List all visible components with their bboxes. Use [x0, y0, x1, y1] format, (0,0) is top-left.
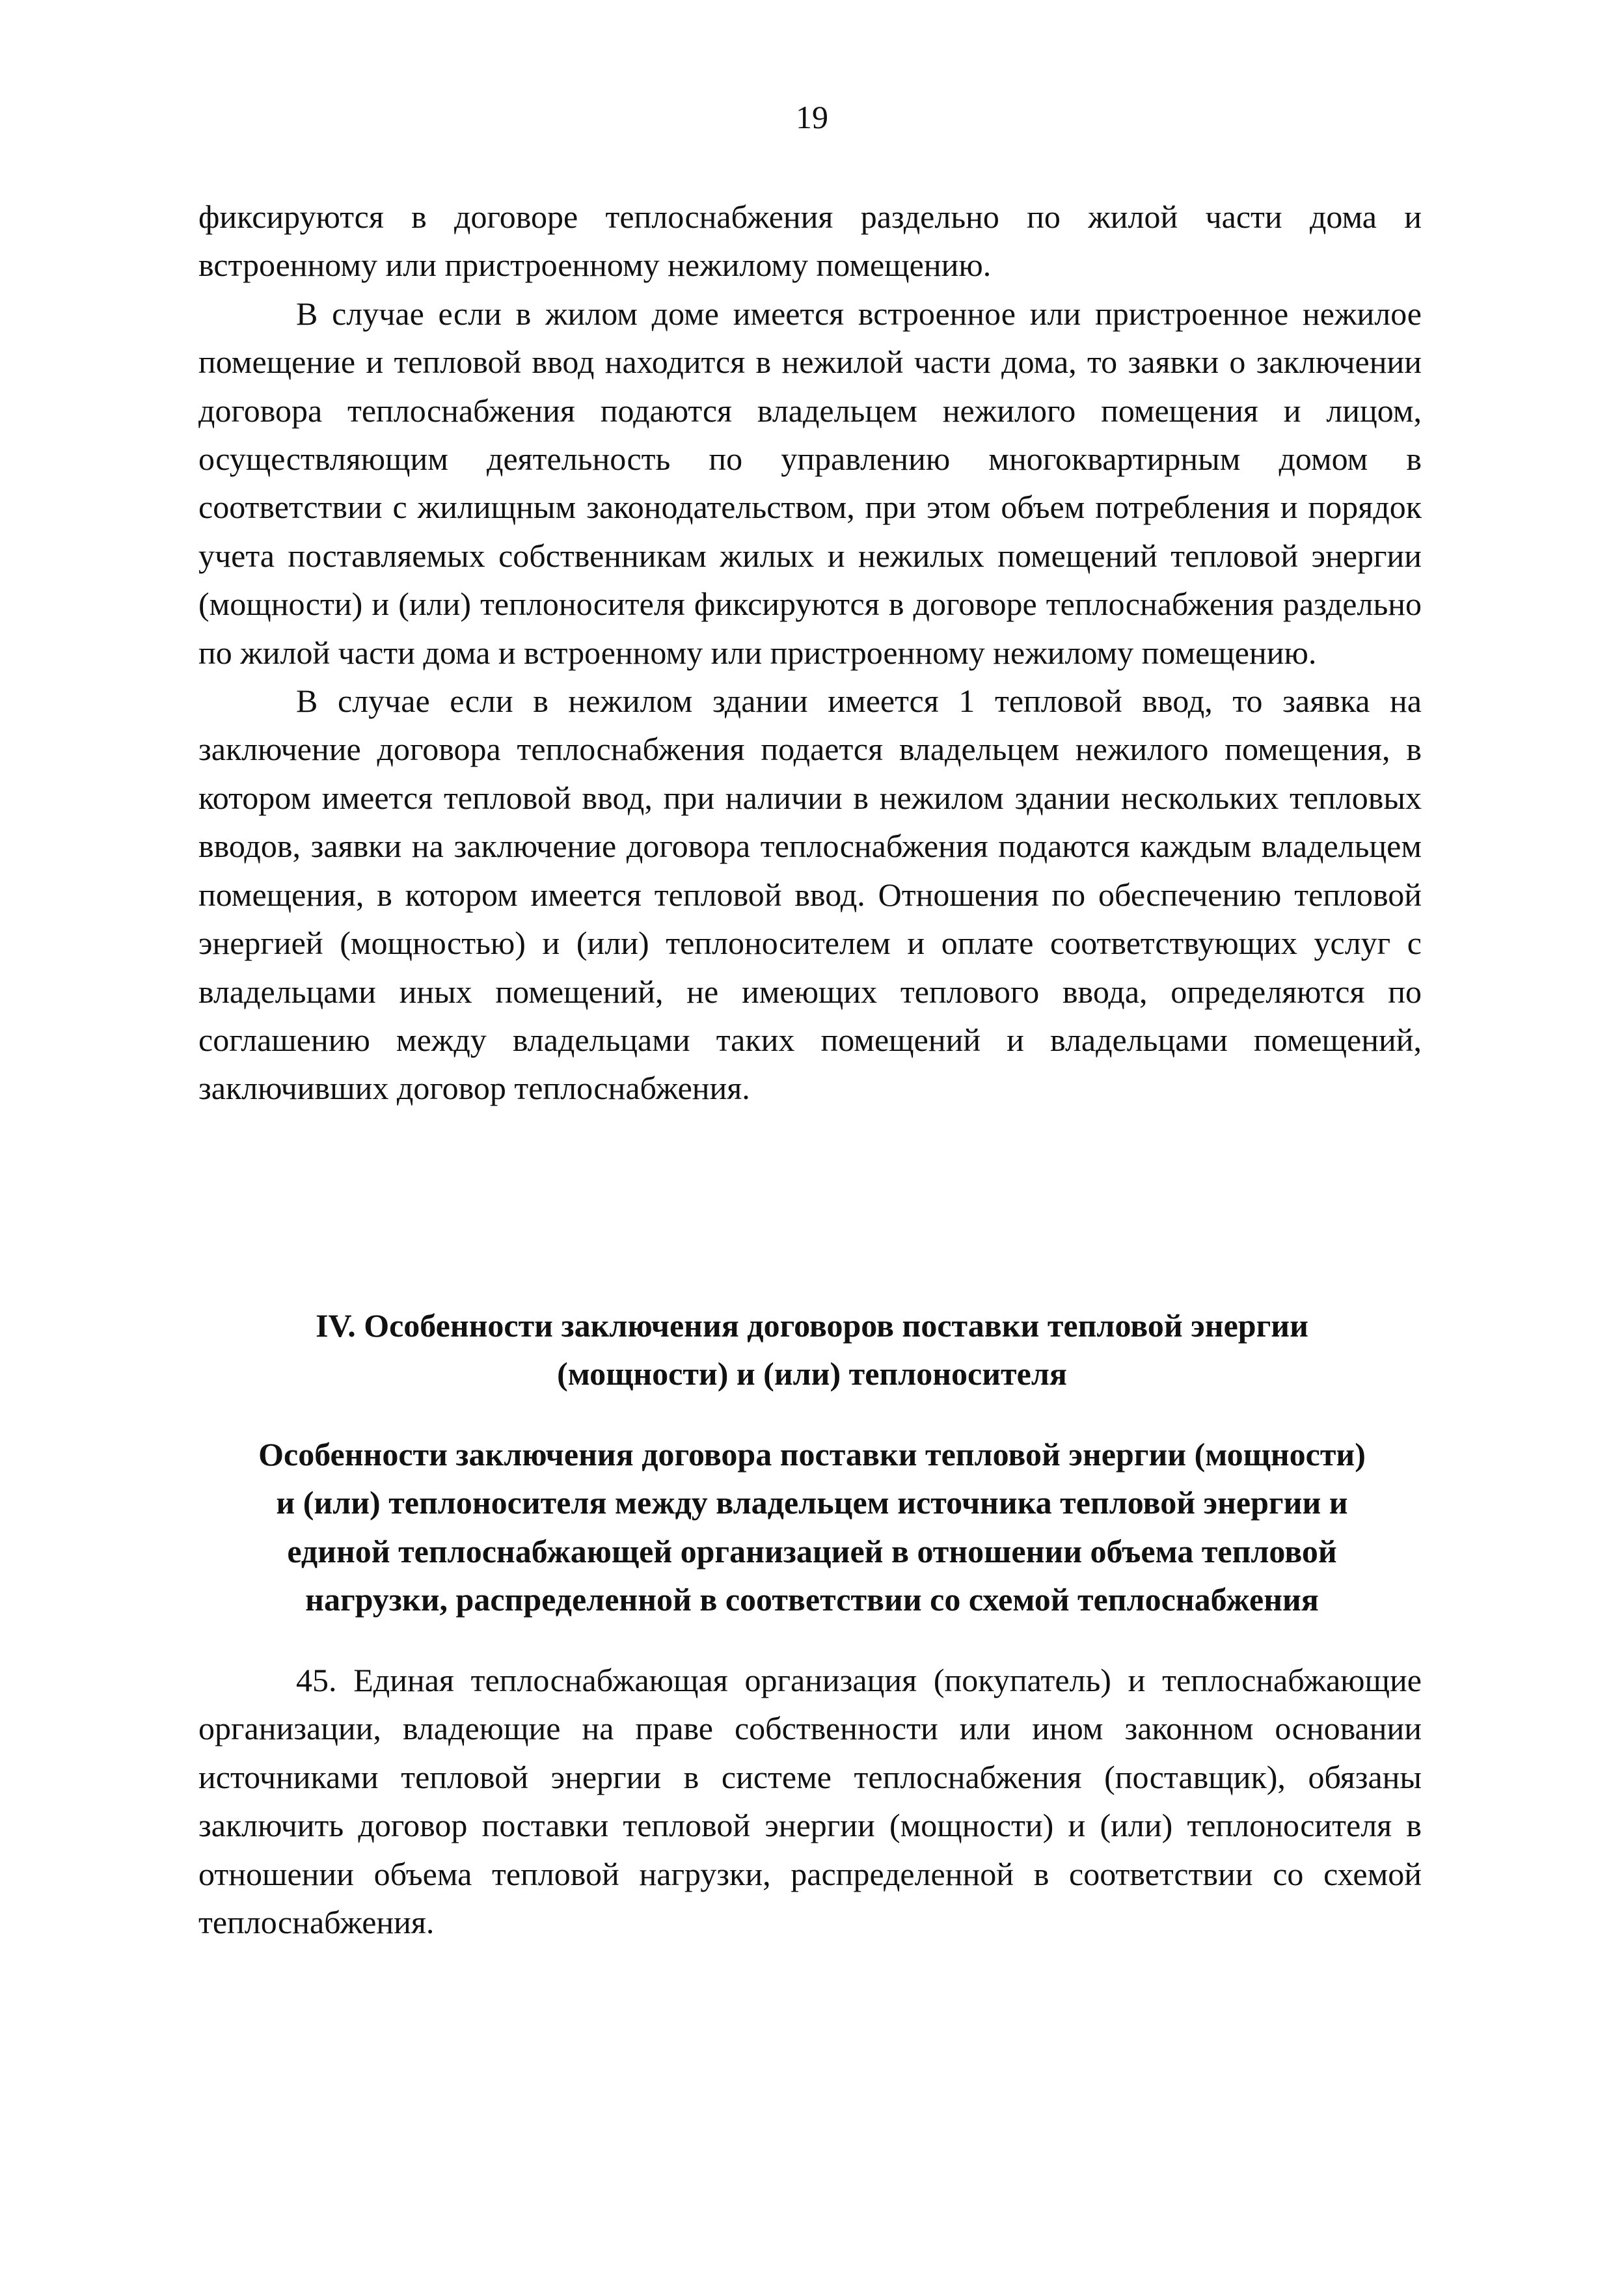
paragraph-nonresidential-building: В случае если в нежилом здании имеется 1 тепловой ввод, то заявка на заключение договора теплоснабжения подается владельцем нежилого помещения, в котором имеется тепловой ввод, при наличии в нежилом здании нескольких тепловых вводов, заявки на заключение договора теплоснабжения подаются каждым владельцем помещения, в котором имеется тепловой ввод. Отношения по обеспечению тепловой энергией (мощностью) и (или) теплоносителем и оплате соответствующих услуг с владельцами иных помещений, не имеющих теплового ввода, определяются по соглашению между владельцами таких помещений и владельцами помещений, заключивших договор теплоснабжения. — [198, 683, 1422, 1107]
clause-45: 45. Единая теплоснабжающая организация (покупатель) и теплоснабжающие организации, владеющие на праве собственности или ином законном основании источниками тепловой энергии в системе теплоснабжения (поставщик), обязаны заключить договор поставки тепловой энергии (мощности) и (или) теплоносителя в отношении объема тепловой нагрузки, распределенной в соответствии со схемой теплоснабжения. — [198, 1662, 1422, 1941]
paragraph-continuation: фиксируются в договоре теплоснабжения раздельно по жилой части дома и встроенному или пристроенному нежилому помещению. — [198, 198, 1422, 284]
sub-heading-line-1: Особенности заключения договора поставки тепловой энергии (мощности) — [258, 1436, 1366, 1473]
sub-heading-line-4: нагрузки, распределенной в соответствии со схемой теплоснабжения — [305, 1581, 1319, 1618]
section-heading — [0, 1301, 1624, 1398]
sub-heading — [0, 1430, 1624, 1624]
section-heading-line-1: IV. Особенности заключения договоров поставки тепловой энергии — [316, 1307, 1308, 1344]
section-heading-line-2: (мощности) и (или) теплоносителя — [557, 1355, 1067, 1392]
paragraph-residential-building: В случае если в жилом доме имеется встроенное или пристроенное нежилое помещение и тепловой ввод находится в нежилой части дома, то заявки о заключении договора теплоснабжения подаются владельцем нежилого помещения и лицом, осуществляющим деятельность по управлению многоквартирным домом в соответствии с жилищным законодательством, при этом объем потребления и порядок учета поставляемых собственникам жилых и нежилых помещений тепловой энергии (мощности) и (или) теплоносителя фиксируются в договоре теплоснабжения раздельно по жилой части дома и встроенному или пристроенному нежилому помещению. — [198, 295, 1422, 671]
body-text-top — [198, 193, 1422, 1113]
body-text-clause-45 — [198, 1656, 1422, 1946]
page-number: 19 — [796, 99, 828, 135]
sub-heading-line-2: и (или) теплоносителя между владельцем источника тепловой энергии и — [276, 1484, 1348, 1521]
sub-heading-line-3: единой теплоснабжающей организацией в отношении объема тепловой — [287, 1532, 1337, 1569]
